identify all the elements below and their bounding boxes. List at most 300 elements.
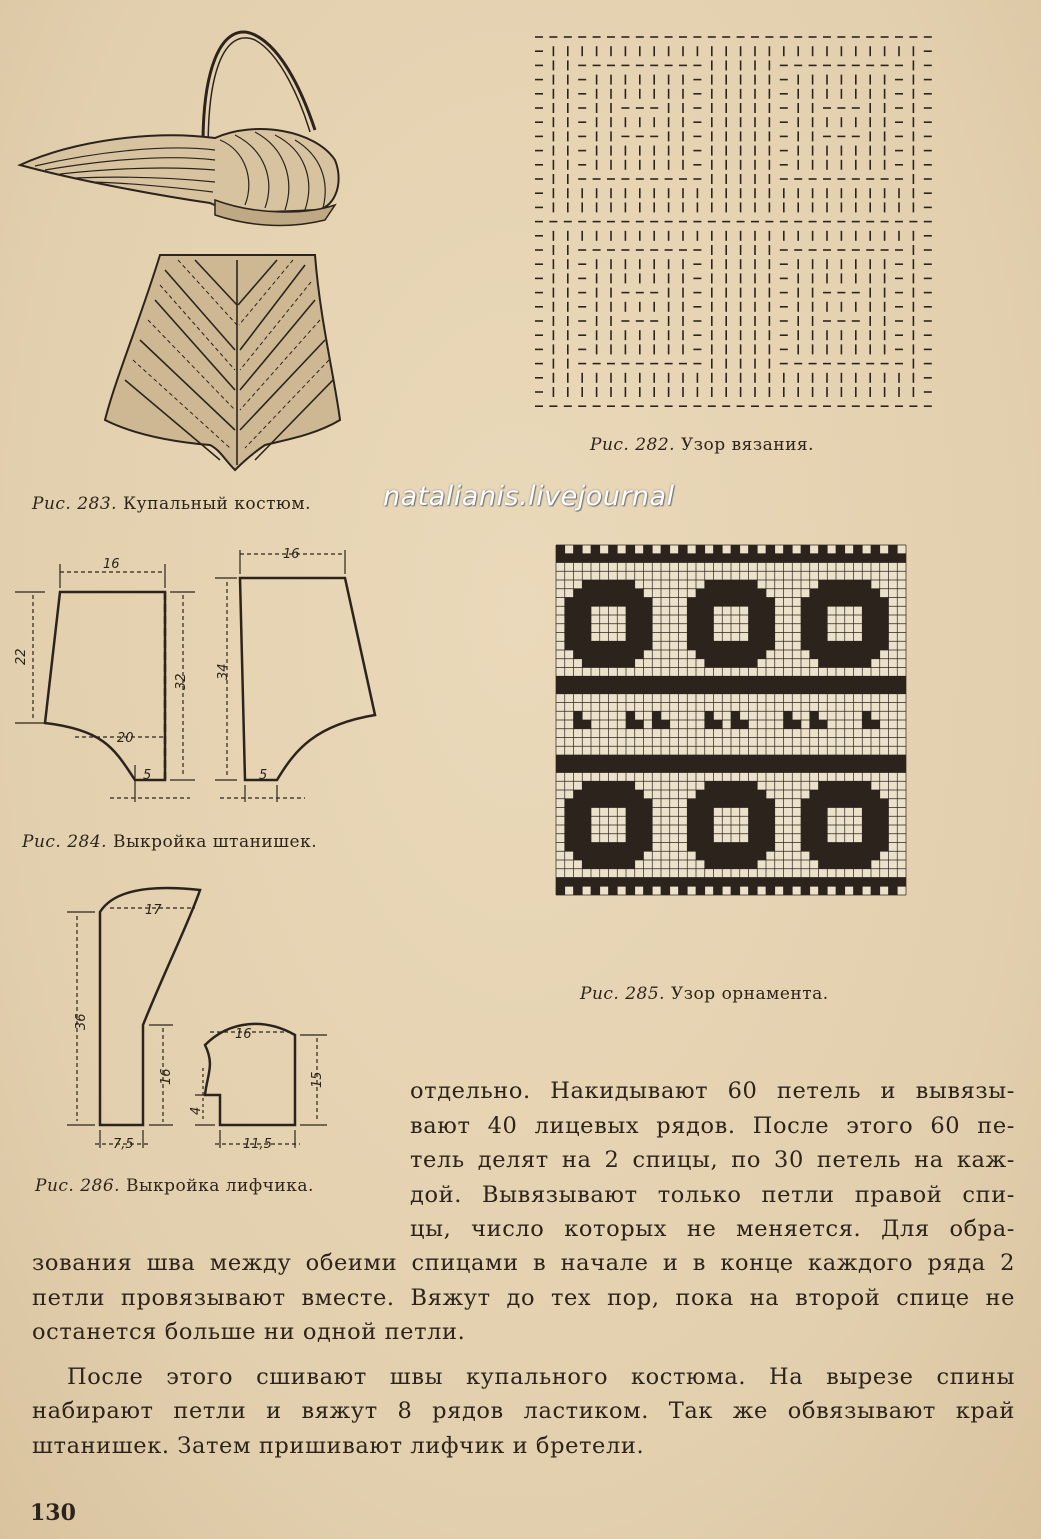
ornament-cell (871, 641, 880, 650)
ornament-cell (582, 676, 591, 685)
ornament-cell (810, 834, 819, 843)
ornament-cell (784, 676, 793, 685)
fig284-prefix: Рис. (22, 832, 62, 852)
ornament-cell (696, 755, 705, 764)
ornament-cell (609, 589, 618, 598)
ornament-cell (749, 641, 758, 650)
ornament-cell (810, 711, 819, 720)
ornament-cell (749, 606, 758, 615)
ornament-cell (819, 764, 828, 773)
ornament-cell (827, 676, 836, 685)
ornament-cell (731, 711, 740, 720)
ornament-cell (635, 606, 644, 615)
ornament-cell (556, 878, 565, 887)
fig284-caption (22, 832, 317, 852)
ornament-cell (705, 589, 714, 598)
strap-top-dim: 17 (145, 903, 162, 918)
ornament-cell (766, 554, 775, 563)
ornament-cell (854, 764, 863, 773)
ornament-cell (757, 641, 766, 650)
ornament-cell (880, 606, 889, 615)
ornament-cell (810, 825, 819, 834)
ornament-cell (696, 589, 705, 598)
ornament-cell (591, 580, 600, 589)
ornament-cell (897, 676, 906, 685)
ornament-cell (661, 554, 670, 563)
ornament-cell (731, 764, 740, 773)
ornament-cell (591, 589, 600, 598)
ornament-cell (696, 633, 705, 642)
ornament-cell (705, 650, 714, 659)
ornament-cell (854, 650, 863, 659)
ornament-cell (722, 764, 731, 773)
ornament-cell (871, 886, 880, 895)
ornament-cell (880, 755, 889, 764)
ornament-cell (617, 790, 626, 799)
ornament-cell (714, 843, 723, 852)
ornament-cell (845, 650, 854, 659)
ornament-cell (871, 764, 880, 773)
ornament-cell (626, 825, 635, 834)
ornament-cell (871, 606, 880, 615)
ornament-cell (862, 641, 871, 650)
ornament-cell (687, 825, 696, 834)
ornament-cell (845, 764, 854, 773)
bra-pattern-diagram (55, 880, 355, 1160)
ornament-cell (582, 615, 591, 624)
ornament-cell (644, 834, 653, 843)
ornament-cell (696, 843, 705, 852)
ornament-cell (862, 799, 871, 808)
ornament-cell (574, 624, 583, 633)
ornament-cell (705, 799, 714, 808)
ornament-cell (749, 781, 758, 790)
ornament-cell (626, 641, 635, 650)
ornament-cell (714, 755, 723, 764)
ornament-cell (696, 808, 705, 817)
ornament-cell (574, 545, 583, 554)
ornament-cell (731, 790, 740, 799)
ornament-cell (591, 790, 600, 799)
ornament-cell (574, 878, 583, 887)
ornament-cell (609, 799, 618, 808)
ornament-cell (731, 860, 740, 869)
ornament-cell (722, 790, 731, 799)
strap-height-dim: 36 (74, 1013, 89, 1030)
ornament-cell (661, 878, 670, 887)
ornament-cell (591, 554, 600, 563)
ornament-cell (731, 781, 740, 790)
ornament-cell (644, 878, 653, 887)
ornament-cell (862, 606, 871, 615)
ornament-cell (626, 834, 635, 843)
ornament-cell (705, 598, 714, 607)
ornament-cell (854, 580, 863, 589)
ornament-cell (871, 834, 880, 843)
ornament-cell (617, 554, 626, 563)
ornament-cell (722, 580, 731, 589)
ornament-cell (836, 799, 845, 808)
ornament-cell (766, 816, 775, 825)
ornament-cell (862, 808, 871, 817)
ornament-cell (862, 650, 871, 659)
ornament-cell (862, 851, 871, 860)
ornament-cell (889, 554, 898, 563)
ornament-cell (609, 676, 618, 685)
ornament-cell (661, 685, 670, 694)
ornament-cell (749, 659, 758, 668)
ornament-cell (635, 878, 644, 887)
strap-bottom-dim: 7,5 (113, 1137, 134, 1152)
ornament-cell (871, 808, 880, 817)
ornament-cell (749, 799, 758, 808)
ornament-cell (880, 816, 889, 825)
ornament-cell (731, 659, 740, 668)
ornament-cell (740, 764, 749, 773)
ornament-cell (635, 790, 644, 799)
ornament-cell (687, 615, 696, 624)
ornament-cell (722, 878, 731, 887)
ornament-cell (687, 676, 696, 685)
ornament-cell (626, 659, 635, 668)
ornament-cell (766, 808, 775, 817)
ornament-cell (670, 676, 679, 685)
ornament-cell (714, 878, 723, 887)
ornament-cell (766, 843, 775, 852)
ornament-cell (635, 598, 644, 607)
ornament-cell (836, 641, 845, 650)
ornament-cell (609, 860, 618, 869)
ornament-cell (749, 615, 758, 624)
ornament-cell (661, 764, 670, 773)
ornament-cell (574, 650, 583, 659)
ornament-cell (827, 843, 836, 852)
back-top-dim: 16 (283, 547, 300, 562)
ornament-cell (565, 808, 574, 817)
ornament-cell (617, 650, 626, 659)
ornament-cell (827, 598, 836, 607)
ornament-cell (836, 781, 845, 790)
ornament-cell (609, 545, 618, 554)
ornament-cell (819, 606, 828, 615)
ornament-cell (871, 589, 880, 598)
ornament-cell (609, 781, 618, 790)
ornament-cell (749, 580, 758, 589)
ornament-cell (565, 816, 574, 825)
ornament-cell (819, 650, 828, 659)
ornament-cell (740, 554, 749, 563)
ornament-cell (836, 886, 845, 895)
ornament-cell (810, 878, 819, 887)
ornament-cell (862, 685, 871, 694)
ornament-cell (749, 624, 758, 633)
ornament-cell (617, 589, 626, 598)
ornament-cell (827, 860, 836, 869)
ornament-cell (600, 860, 609, 869)
ornament-cell (757, 633, 766, 642)
ornament-cell (626, 711, 635, 720)
ornament-cell (792, 720, 801, 729)
ornament-cell (722, 843, 731, 852)
ornament-cell (784, 755, 793, 764)
ornament-cell (687, 755, 696, 764)
ornament-cell (609, 580, 618, 589)
ornament-cell (836, 650, 845, 659)
cup-top-dim: 16 (235, 1027, 252, 1042)
ornament-cell (810, 720, 819, 729)
ornament-cell (731, 554, 740, 563)
ornament-cell (626, 720, 635, 729)
ornament-cell (635, 851, 644, 860)
ornament-cell (600, 650, 609, 659)
ornament-cell (714, 886, 723, 895)
text-line: тель делят на 2 спицы, по 30 петель на каж- (410, 1147, 1015, 1173)
ornament-cell (617, 641, 626, 650)
ornament-cell (609, 790, 618, 799)
ornament-cell (827, 799, 836, 808)
ornament-cell (705, 641, 714, 650)
ornament-cell (836, 580, 845, 589)
ornament-cell (582, 589, 591, 598)
ornament-cell (652, 878, 661, 887)
ornament-cell (880, 799, 889, 808)
ornament-cell (582, 781, 591, 790)
ornament-cell (705, 554, 714, 563)
ornament-cell (810, 790, 819, 799)
ornament-cell (819, 851, 828, 860)
ornament-cell (687, 624, 696, 633)
ornament-cell (845, 851, 854, 860)
ornament-cell (819, 615, 828, 624)
ornament-cell (661, 676, 670, 685)
ornament-cell (705, 624, 714, 633)
ornament-cell (862, 676, 871, 685)
ornament-cell (722, 851, 731, 860)
ornament-cell (731, 641, 740, 650)
ornament-cell (705, 615, 714, 624)
ornament-cell (749, 851, 758, 860)
ornament-cell (714, 545, 723, 554)
ornament-cell (862, 720, 871, 729)
ornament-cell (714, 851, 723, 860)
ornament-cell (880, 808, 889, 817)
ornament-cell (880, 633, 889, 642)
ornament-cell (740, 851, 749, 860)
ornament-cell (757, 764, 766, 773)
paragraph-continuation: зования шва между обеими спицами в начале и в конце каждого ряда 2 петли провязывают вместе. Вяжут до тех пор, пока на второй спице не останется больше ни одной петли. (32, 1250, 1015, 1345)
ornament-cell (582, 720, 591, 729)
ornament-cell (854, 554, 863, 563)
ornament-cell (582, 764, 591, 773)
ornament-cell (862, 711, 871, 720)
fig284-number: 284. (67, 832, 108, 852)
ornament-cell (784, 720, 793, 729)
strap-lower-dim: 16 (159, 1068, 174, 1085)
ornament-cell (617, 659, 626, 668)
ornament-cell (644, 685, 653, 694)
ornament-cell (819, 860, 828, 869)
ornament-cell (574, 834, 583, 843)
ornament-cell (740, 650, 749, 659)
ornament-cell (565, 676, 574, 685)
ornament-cell (854, 685, 863, 694)
ornament-cell (652, 554, 661, 563)
ornament-cell (670, 878, 679, 887)
ornament-cell (635, 825, 644, 834)
ornament-cell (679, 886, 688, 895)
ornament-cell (757, 878, 766, 887)
ornament-cell (801, 685, 810, 694)
ornament-cell (696, 790, 705, 799)
ornament-cell (635, 799, 644, 808)
ornament-cell (644, 676, 653, 685)
ornament-cell (731, 720, 740, 729)
ornament-cell (889, 676, 898, 685)
ornament-cell (845, 878, 854, 887)
ornament-cell (854, 878, 863, 887)
ornament-cell (556, 685, 565, 694)
ornament-cell (626, 790, 635, 799)
ornament-cell (871, 790, 880, 799)
ornament-cell (661, 720, 670, 729)
ornament-cell (652, 711, 661, 720)
ornament-cell (827, 755, 836, 764)
ornament-cell (784, 711, 793, 720)
ornament-cell (749, 755, 758, 764)
ornament-cell (661, 755, 670, 764)
ornament-cell (556, 676, 565, 685)
ornament-cell (862, 554, 871, 563)
ornament-cell (775, 685, 784, 694)
ornament-cell (757, 755, 766, 764)
fig282-caption (590, 435, 814, 455)
ornament-cell (792, 755, 801, 764)
ornament-cell (696, 650, 705, 659)
ornament-cell (626, 860, 635, 869)
ornament-cell (714, 589, 723, 598)
ornament-cell (819, 676, 828, 685)
ornament-cell (574, 764, 583, 773)
ornament-cell (626, 851, 635, 860)
ornament-cell (845, 685, 854, 694)
ornament-cell (626, 545, 635, 554)
ornament-cell (600, 554, 609, 563)
ornament-cell (801, 598, 810, 607)
ornament-cell (626, 624, 635, 633)
ornament-cell (626, 886, 635, 895)
ornament-cell (696, 641, 705, 650)
ornament-cell (854, 545, 863, 554)
ornament-cell (574, 755, 583, 764)
ornament-cell (731, 799, 740, 808)
ornament-cell (810, 685, 819, 694)
ornament-cell (696, 545, 705, 554)
ornament-cell (696, 834, 705, 843)
ornament-cell (854, 641, 863, 650)
ornament-cell (740, 790, 749, 799)
ornament-cell (862, 633, 871, 642)
ornament-cell (854, 589, 863, 598)
ornament-cell (705, 808, 714, 817)
ornament-cell (574, 554, 583, 563)
ornament-cell (836, 685, 845, 694)
ornament-cell (644, 886, 653, 895)
ornament-cell (574, 711, 583, 720)
fig286-number: 286. (80, 1176, 121, 1196)
ornament-cell (889, 755, 898, 764)
ornament-cell (574, 799, 583, 808)
ornament-cell (880, 764, 889, 773)
ornament-cell (565, 606, 574, 615)
ornament-cell (679, 676, 688, 685)
ornament-cell (705, 720, 714, 729)
ornament-cell (582, 598, 591, 607)
ornament-cell (810, 676, 819, 685)
ornament-cell (845, 659, 854, 668)
ornament-cell (749, 650, 758, 659)
ornament-cell (775, 764, 784, 773)
body-text-column (410, 1074, 1015, 1247)
ornament-cell (687, 641, 696, 650)
ornament-cell (582, 641, 591, 650)
ornament-cell (714, 580, 723, 589)
ornament-cell (889, 878, 898, 887)
ornament-cell (714, 764, 723, 773)
ornament-cell (757, 799, 766, 808)
ornament-cell (705, 816, 714, 825)
ornament-cell (749, 545, 758, 554)
ornament-cell (757, 554, 766, 563)
ornament-cell (749, 764, 758, 773)
ornament-cell (591, 860, 600, 869)
ornament-cell (801, 886, 810, 895)
ornament-cell (722, 676, 731, 685)
ornament-cell (871, 799, 880, 808)
ornament-cell (582, 816, 591, 825)
ornament-cell (609, 659, 618, 668)
ornament-cell (757, 650, 766, 659)
ornament-cell (845, 843, 854, 852)
ornament-cell (889, 545, 898, 554)
ornament-cell (810, 633, 819, 642)
ornament-cell (722, 799, 731, 808)
ornament-cell (836, 659, 845, 668)
ornament-cell (819, 659, 828, 668)
fig284-title: Выкройка штанишек. (112, 832, 318, 852)
front-center-dim: 32 (174, 673, 189, 690)
ornament-cell (810, 615, 819, 624)
ornament-cell (740, 676, 749, 685)
ornament-cell (644, 606, 653, 615)
ornament-cell (801, 843, 810, 852)
fig285-caption (580, 984, 829, 1004)
front-curve-dim: 20 (117, 731, 134, 746)
ornament-cell (591, 598, 600, 607)
ornament-cell (836, 851, 845, 860)
ornament-cell (836, 589, 845, 598)
ornament-cell (862, 589, 871, 598)
ornament-cell (574, 851, 583, 860)
ornament-cell (819, 843, 828, 852)
ornament-cell (766, 545, 775, 554)
ornament-cell (871, 650, 880, 659)
ornament-cell (801, 624, 810, 633)
ornament-cell (836, 843, 845, 852)
ornament-cell (749, 554, 758, 563)
ornament-cell (644, 808, 653, 817)
ornament-cell (880, 554, 889, 563)
ornament-cell (626, 580, 635, 589)
